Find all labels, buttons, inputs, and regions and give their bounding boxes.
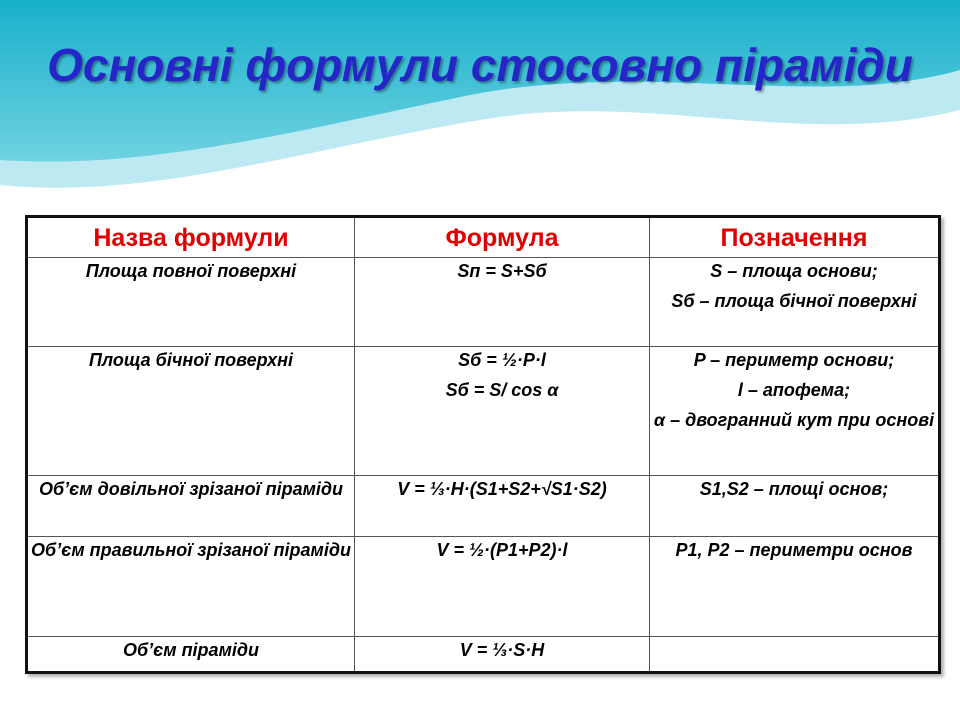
notation-text: S1,S2 – площі основ; (699, 479, 889, 499)
cell-text: Об’єм піраміди (122, 640, 260, 660)
row-notation (650, 537, 940, 637)
formula-text: V = ½·(P1+P2)·l (436, 540, 568, 560)
cell-text: Площа повної поверхні (85, 261, 297, 281)
row-formula (355, 637, 650, 673)
notation-text: l – апофема; (737, 380, 851, 400)
notation-text: α – двогранний кут при основі (653, 410, 935, 430)
notation-text: P – периметр основи; (693, 350, 895, 370)
notation-text: S – площа основи; (710, 261, 878, 281)
cell-text: Об’єм довільної зрізаної піраміди (38, 479, 344, 499)
table-row (27, 537, 940, 637)
header-formula: Формула (355, 217, 650, 258)
header-name: Назва формули (27, 217, 355, 258)
table-row (27, 476, 940, 537)
formula-text: Sб = ½·P·l (458, 350, 546, 370)
table-row (27, 637, 940, 673)
formula-text: V = ⅓·S·H (459, 640, 545, 660)
header-row (27, 217, 940, 258)
table-row (27, 347, 940, 476)
row-formula (355, 347, 650, 476)
row-formula (355, 258, 650, 347)
row-name (27, 637, 355, 673)
row-formula (355, 537, 650, 637)
formula-text: Sп = S+Sб (457, 261, 547, 281)
slide-title: Основні формули стосовно піраміди (47, 39, 913, 91)
row-name (27, 347, 355, 476)
table-row (27, 258, 940, 347)
formula-table (25, 215, 941, 674)
row-notation (650, 347, 940, 476)
row-name (27, 537, 355, 637)
row-notation (650, 476, 940, 537)
row-notation (650, 637, 940, 673)
notation-text: P1, P2 – периметри основ (675, 540, 913, 560)
cell-text: Об’єм правильної зрізаної піраміди (31, 540, 351, 560)
cell-text: Площа бічної поверхні (88, 350, 294, 370)
formula-text: V = ⅓·H·(S1+S2+√S1·S2) (397, 479, 607, 499)
row-notation (650, 258, 940, 347)
row-name (27, 476, 355, 537)
notation-text: Sб – площа бічної поверхні (671, 291, 917, 311)
row-formula (355, 476, 650, 537)
row-name (27, 258, 355, 347)
formula-text: Sб = S/ cos α (445, 380, 559, 400)
header-notation: Позначення (650, 217, 940, 258)
